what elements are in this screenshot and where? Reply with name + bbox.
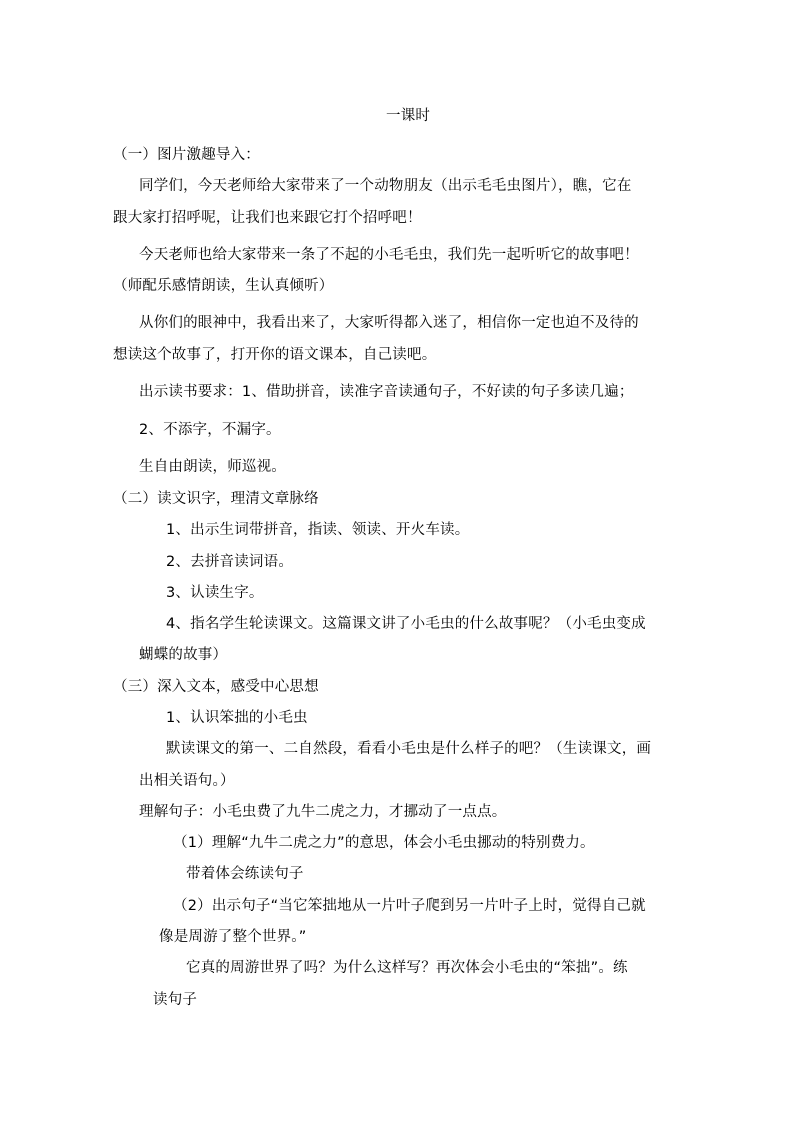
- paragraph-line: 想读这个故事了，打开你的语文课本，自己读吧。: [113, 347, 437, 363]
- document-title: 一课时: [386, 108, 431, 124]
- paragraph-line: 出示读书要求：1、借助拼音，读准字音读通句子，不好读的句子多读几遍；: [139, 384, 634, 400]
- paragraph-line: 它真的周游世界了吗？为什么这样写？再次体会小毛虫的“笨拙”。练: [186, 960, 628, 976]
- paragraph-line: 像是周游了整个世界。”: [159, 929, 307, 945]
- paragraph-line: 默读课文的第一、二自然段，看看小毛虫是什么样子的吧？（生读课文，画: [166, 741, 652, 757]
- paragraph-line: 跟大家打招呼呢，让我们也来跟它打个招呼吧！: [113, 210, 422, 226]
- list-item: 3、认读生字。: [166, 585, 264, 601]
- paragraph-line: 生自由朗读，师巡视。: [139, 459, 286, 475]
- paragraph-line: 同学们，今天老师给大家带来了一个动物朋友（出示毛毛虫图片），瞧，它在: [139, 178, 632, 194]
- list-item: （2）出示句子“当它笨拙地从一片叶子爬到另一片叶子上时，觉得自己就: [173, 898, 646, 914]
- section-heading-1: （一）图片激趣导入：: [113, 147, 260, 163]
- paragraph-line: 理解句子：小毛虫费了九牛二虎之力，才挪动了一点点。: [139, 804, 507, 820]
- paragraph-line: 带着体会练读句子: [186, 866, 304, 882]
- paragraph-line: 从你们的眼神中，我看出来了，大家听得都入迷了，相信你一定也迫不及待的: [139, 315, 639, 331]
- paragraph-line: 2、不添字，不漏字。: [139, 422, 281, 438]
- paragraph-line: 读句子: [153, 992, 198, 1008]
- list-item: 4、指名学生轮读课文。这篇课文讲了小毛虫的什么故事呢？（小毛虫变成: [166, 616, 646, 632]
- section-heading-2: （二）读文识字，理清文章脉络: [113, 491, 319, 507]
- list-item: 1、认识笨拙的小毛虫: [166, 710, 308, 726]
- section-heading-3: （三）深入文本，感受中心思想: [113, 679, 319, 695]
- paragraph-line: 蝴蝶的故事）: [139, 647, 228, 663]
- paragraph-line: 出相关语句。）: [139, 773, 235, 789]
- list-item: （1）理解“九牛二虎之力”的意思，体会小毛虫挪动的特别费力。: [173, 835, 595, 851]
- paragraph-line: （师配乐感情朗读，生认真倾听）: [113, 278, 334, 294]
- paragraph-line: 今天老师也给大家带来一条了不起的小毛毛虫，我们先一起听听它的故事吧！: [139, 247, 639, 263]
- list-item: 2、去拼音读词语。: [166, 554, 294, 570]
- list-item: 1、出示生词带拼音，指读、领读、开火车读。: [166, 522, 470, 538]
